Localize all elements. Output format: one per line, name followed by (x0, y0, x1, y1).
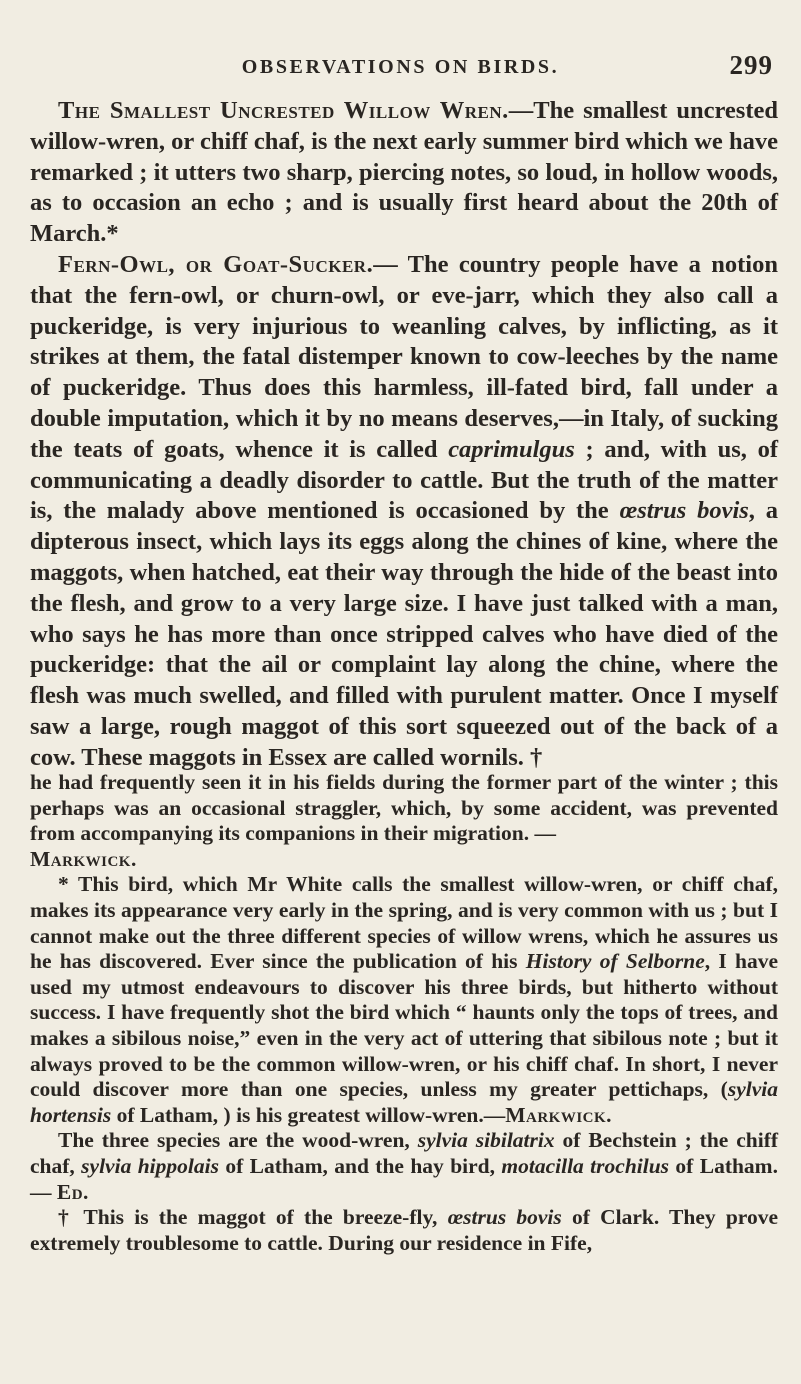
footnote-editor-b: of Bechstein ; the chiff chaf, (30, 1128, 779, 1178)
signature-markwick-1: Markwick. (30, 846, 137, 871)
italic-caprimulgus: caprimulgus (448, 435, 575, 463)
main-text (30, 96, 778, 774)
footnote-editor (30, 1128, 778, 1205)
signature-markwick-2: Markwick. (505, 1102, 613, 1127)
italic-sylvia-hortensis: sylvia hortensis (30, 1077, 778, 1127)
footnote-editor-a: The three species are the wood-wren, (58, 1128, 418, 1153)
body-fern-owl-b: ; and, with us, of communicating a deadly disorder to cattle. But the truth of the matter is, the malady above mentioned is occasioned by the (30, 435, 778, 525)
italic-oestrus-bovis: œstrus bovis (619, 497, 749, 525)
body-fern-owl-c: , a dipterous insect, which lays its eggs along the chines of kine, where the maggots, when hatched, eat their way through the hide of the beast into the flesh, and grow to a very large size. I have just talked with a man, who says he has more than once stripped calves who have died of the puckeridge: that the ail or complaint lay along the chine, where the flesh was much swelled, and filled with purulent matter. Once I myself saw a large, rough maggot of this sort squeezed out of the back of a cow. These maggots in Essex are called wornils. † (30, 497, 778, 771)
footnote-dagger (30, 1205, 778, 1256)
italic-sylvia-sibilatrix: sylvia sibilatrix (417, 1128, 555, 1153)
running-head (0, 50, 801, 90)
signature-editor: Ed. (56, 1179, 89, 1204)
footnote-editor-d: of Latham. — (30, 1153, 778, 1204)
footnote-continued (30, 770, 778, 872)
footnote-continued-text: he had frequently seen it in his fields during the former part of the winter ; this perhaps was an occasional straggler, which, by some accident, was prevented from accompanying its companions in their migration. — (30, 770, 778, 846)
heading-fern-owl: Fern-Owl, or Goat-Sucker. (58, 250, 374, 278)
page-number: 299 (729, 50, 773, 80)
heading-willow-wren: The Smallest Uncrested Willow Wren. (58, 97, 509, 124)
paragraph-fern-owl (30, 250, 778, 774)
footnote-star-b: , I have used my utmost endeavours to discover his three birds, but hitherto without success. I have frequently shot the bird which “ haunts only the tops of trees, and makes a sibilous noise,” even in the very act of uttering that sibilous note ; but it always proved to be the common willow-wren, or his chiff chaf. In short, I never could discover more than one species, unless my greater pettichaps, ( (30, 949, 779, 1102)
footnote-editor-c: of Latham, and the hay bird, (218, 1153, 502, 1178)
body-willow-wren: —The smallest uncrested willow-wren, or chiff chaf, is the next early summer bird which we have remarked ; it utters two sharp, piercing notes, so loud, in hollow woods, as to occasion an echo ; and is usually first heard about the 20th of March.* (30, 97, 778, 248)
paragraph-willow-wren (30, 96, 778, 250)
running-title: OBSERVATIONS ON BIRDS. (241, 56, 560, 78)
italic-motacilla-trochilus: motacilla trochilus (501, 1153, 670, 1178)
footnote-star-a: * This bird, which Mr White calls the smallest willow-wren, or chiff chaf, makes its appearance very early in the spring, and is very common with us ; but I cannot make out the three different species of willow wrens, which he assures us he has discovered. Ever since the publication of his (30, 872, 778, 974)
footnote-star (30, 872, 778, 1128)
footnote-dagger-a: † This is the maggot of the breeze-fly, (58, 1205, 448, 1230)
italic-sylvia-hippolais: sylvia hippolais (81, 1153, 219, 1178)
footnote-dagger-b: of Clark. They prove extremely troublesome to cattle. During our residence in Fife, (30, 1205, 778, 1255)
body-fern-owl-a: — The country people have a notion that the fern-owl, or churn-owl, or eve-jarr, which they also call a puckeridge, is very injurious to weanling calves, by inflicting, as it strikes at them, the fatal distemper known to cow-leeches by the name of puckeridge. Thus does this harmless, ill-fated bird, fall under a double imputation, which it by no means deserves,—in Italy, of sucking the teats of goats, whence it is called (30, 250, 778, 463)
footnote-star-c: of Latham, ) is his greatest willow-wren.— (111, 1102, 506, 1127)
italic-oestrus-bovis-note: œstrus bovis (447, 1205, 562, 1230)
footnotes (30, 770, 778, 1256)
italic-history-selborne: History of Selborne (525, 949, 705, 974)
